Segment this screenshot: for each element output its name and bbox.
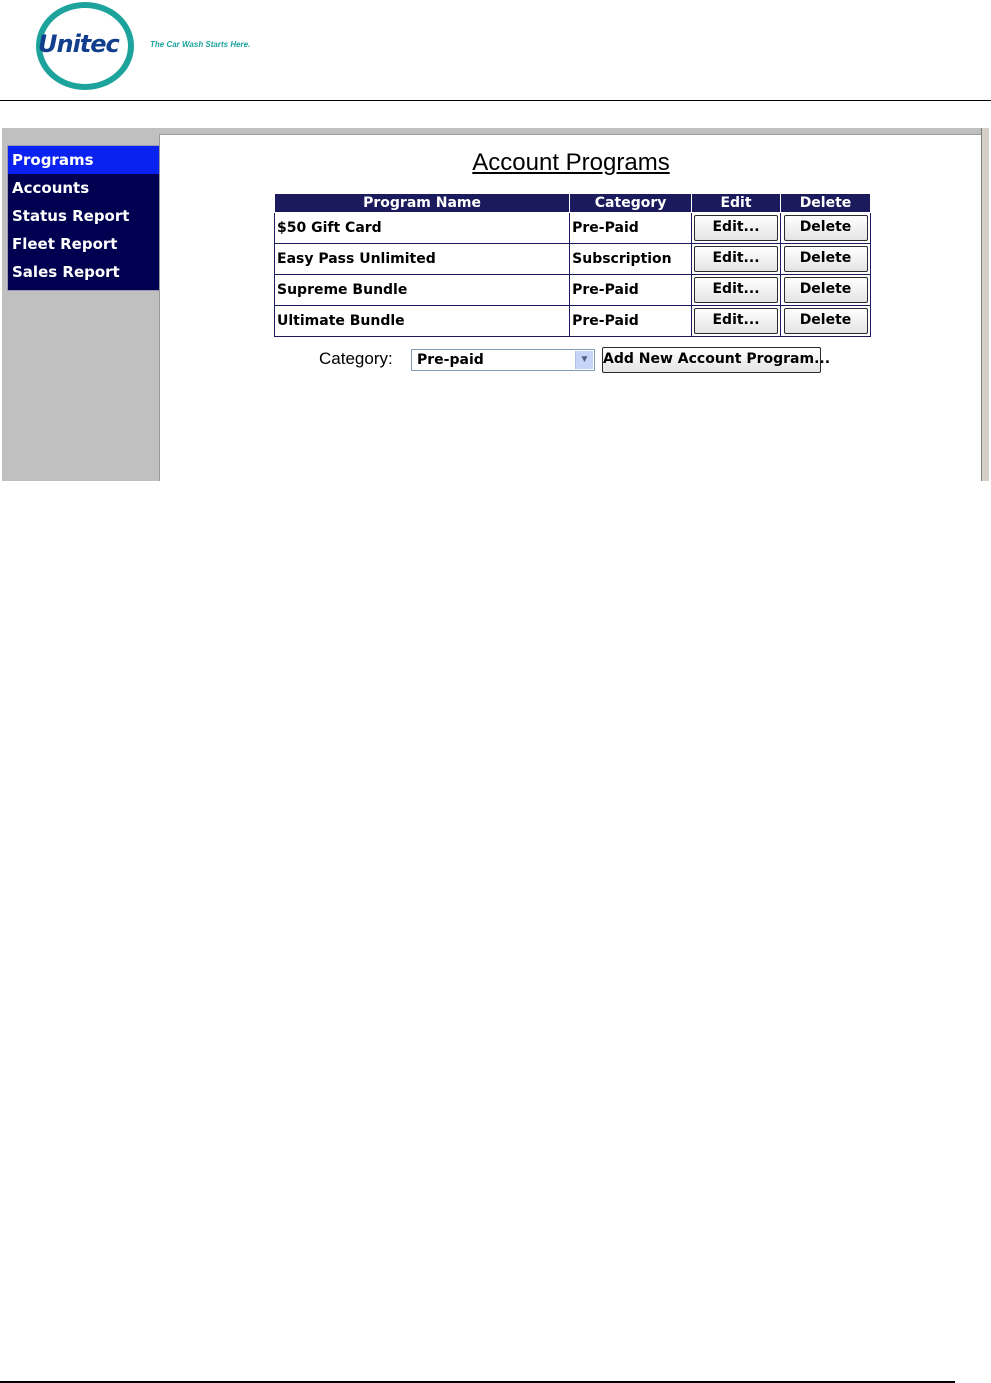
column-header-delete: Delete (781, 194, 871, 213)
delete-button[interactable]: Delete (784, 215, 868, 241)
sidebar-nav (7, 145, 160, 291)
page-title: Account Programs (472, 149, 670, 176)
main-content (159, 134, 982, 481)
column-header-program-name: Program Name (275, 194, 570, 213)
column-header-category: Category (570, 194, 692, 213)
window-edge (981, 128, 989, 481)
delete-cell (781, 275, 871, 306)
category-cell: Subscription (570, 244, 692, 275)
tagline: The Car Wash Starts Here. (150, 40, 251, 49)
delete-cell (781, 213, 871, 244)
category-select[interactable] (411, 349, 595, 371)
unitec-logo: Unitec (38, 30, 119, 58)
delete-cell (781, 244, 871, 275)
sidebar-item-status-report[interactable]: Status Report (12, 207, 130, 225)
column-header-edit: Edit (692, 194, 781, 213)
delete-button[interactable]: Delete (784, 308, 868, 334)
header-divider (0, 100, 991, 101)
category-label: Category: (319, 349, 393, 368)
app-window (2, 128, 989, 481)
table-row (275, 213, 871, 244)
edit-cell (692, 244, 781, 275)
sidebar-item-fleet-report[interactable]: Fleet Report (12, 235, 118, 253)
edit-cell (692, 213, 781, 244)
table-row (275, 275, 871, 306)
category-select-value: Pre-paid (417, 352, 484, 368)
table-row (275, 306, 871, 337)
table-header-row (275, 194, 871, 213)
category-cell: Pre-Paid (570, 275, 692, 306)
edit-cell (692, 306, 781, 337)
sidebar-item-programs[interactable]: Programs (8, 146, 159, 174)
delete-button[interactable]: Delete (784, 246, 868, 272)
edit-button[interactable]: Edit... (694, 246, 778, 272)
delete-cell (781, 306, 871, 337)
table-row (275, 244, 871, 275)
program-name-cell: Ultimate Bundle (275, 306, 570, 337)
edit-button[interactable]: Edit... (694, 215, 778, 241)
program-name-cell: Supreme Bundle (275, 275, 570, 306)
sidebar-item-sales-report[interactable]: Sales Report (12, 263, 120, 281)
sidebar-item-accounts[interactable]: Accounts (12, 179, 90, 197)
add-new-account-program-button[interactable]: Add New Account Program... (602, 347, 821, 373)
program-name-cell: Easy Pass Unlimited (275, 244, 570, 275)
category-cell: Pre-Paid (570, 306, 692, 337)
edit-cell (692, 275, 781, 306)
program-name-cell: $50 Gift Card (275, 213, 570, 244)
delete-button[interactable]: Delete (784, 277, 868, 303)
chevron-down-icon[interactable]: ▼ (575, 351, 593, 369)
category-cell: Pre-Paid (570, 213, 692, 244)
programs-table (274, 193, 871, 337)
edit-button[interactable]: Edit... (694, 308, 778, 334)
edit-button[interactable]: Edit... (694, 277, 778, 303)
